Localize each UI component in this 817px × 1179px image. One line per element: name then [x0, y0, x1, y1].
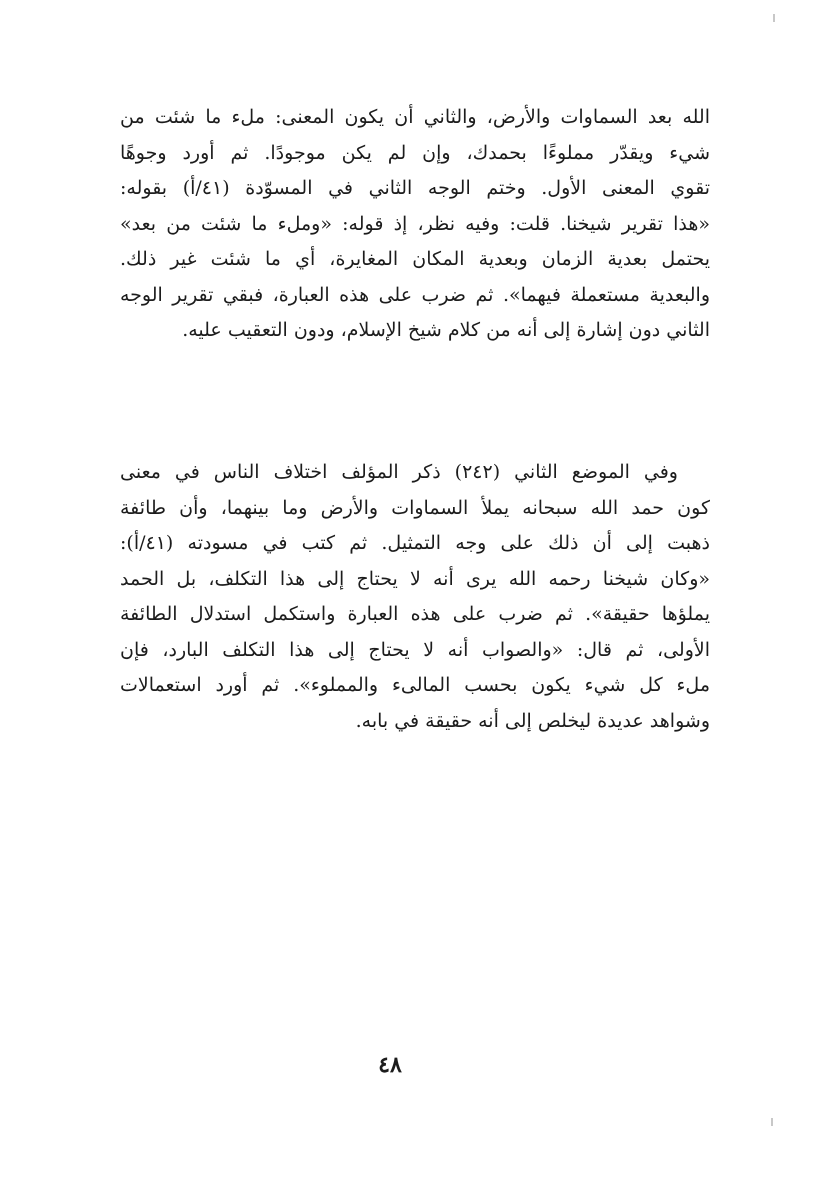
- text-line: يملؤها حقيقة». ثم ضرب على هذه العبارة واستكمل استدلال الطائفة: [120, 603, 710, 625]
- text-line: كون حمد الله سبحانه يملأ السماوات والأرض وما بينهما، وأن طائفة: [120, 496, 710, 519]
- paragraph-1: [120, 100, 710, 349]
- text-line: الثاني دون إشارة إلى أنه من كلام شيخ الإسلام، ودون التعقيب عليه.: [182, 319, 710, 341]
- text-line: ذهبت إلى أن ذلك على وجه التمثيل. ثم كتب في مسودته (٤١/أ):: [120, 532, 710, 554]
- text-line: تقوي المعنى الأول. وختم الوجه الثاني في المسوّدة (٤١/أ) بقوله:: [120, 177, 710, 199]
- scan-mark-top: [773, 14, 775, 22]
- text-line: الله بعد السماوات والأرض، والثاني أن يكون المعنى: ملء ما شئت من: [120, 106, 710, 128]
- text-line: الأولى، ثم قال: «والصواب أنه لا يحتاج إلى هذا التكلف البارد، فإن: [120, 638, 710, 661]
- paragraph-2: [120, 455, 710, 739]
- text-line: والبعدية مستعملة فيهما». ثم ضرب على هذه العبارة، فبقي تقرير الوجه: [120, 283, 710, 306]
- scan-mark-bottom: [771, 1118, 773, 1126]
- text-line: وشواهد عديدة ليخلص إلى أنه حقيقة في بابه.: [355, 709, 710, 732]
- text-line: ملء كل شيء يكون بحسب المالىء والمملوء». ثم أورد استعمالات: [120, 674, 710, 696]
- text-line: وفي الموضع الثاني (٢٤٢) ذكر المؤلف اختلاف الناس في معنى: [120, 461, 678, 483]
- text-line: «وكان شيخنا رحمه الله يرى أنه لا يحتاج إلى هذا التكلف، بل الحمد: [120, 567, 710, 590]
- text-line: شيء ويقدّر مملوءًا بحمدك، وإن لم يكن موجودًا. ثم أورد وجوهًا: [120, 141, 710, 164]
- text-line: يحتمل بعدية الزمان وبعدية المكان المغايرة، أي ما شئت غير ذلك.: [120, 248, 710, 270]
- page-number: ٤٨: [378, 1052, 402, 1078]
- text-line: «هذا تقرير شيخنا. قلت: وفيه نظر، إذ قوله: «وملء ما شئت من بعد»: [120, 212, 710, 235]
